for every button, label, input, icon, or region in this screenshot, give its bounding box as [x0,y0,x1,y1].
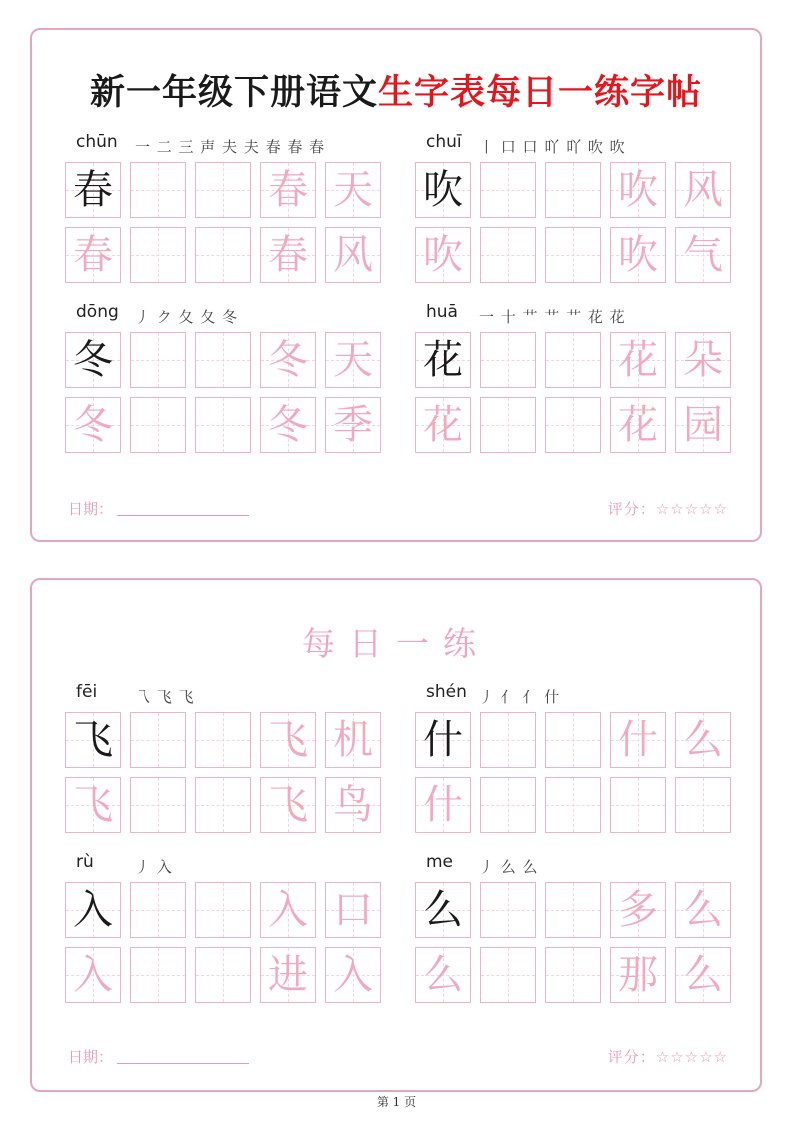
practice-row-1 [65,332,381,388]
practice-row-2 [415,227,731,283]
pinyin-label: dōng [76,302,119,322]
grid-cell[interactable] [545,882,601,938]
grid-cell-model[interactable] [65,712,121,768]
grid-cell-model[interactable] [415,712,471,768]
trace-character [481,228,535,282]
trace-character: 春 [73,232,113,278]
word-character [676,778,730,832]
trace-character: 多 [618,887,658,933]
date-underline[interactable] [117,1063,249,1064]
grid-cell[interactable] [610,947,666,1003]
char-block-dong [65,302,385,452]
grid-cell[interactable] [610,777,666,833]
trace-character [546,778,600,832]
stroke-order: 丿 么 么 [479,858,539,876]
grid-cell[interactable] [260,397,316,453]
char-block-ru [65,852,385,1002]
trace-character [546,163,600,217]
stroke-order: 丿 ク 夂 夂 冬 [135,308,239,326]
char-block-fei [65,682,385,832]
grid-cell[interactable] [675,162,731,218]
grid-cell[interactable] [675,712,731,768]
grid-cell[interactable] [480,397,536,453]
grid-cell[interactable] [480,227,536,283]
trace-character [546,713,600,767]
practice-row-2 [65,947,381,1003]
word-character: 季 [333,402,373,448]
grid-cell[interactable] [325,397,381,453]
practice-row-1 [65,712,381,768]
grid-cell[interactable] [675,227,731,283]
trace-character [131,333,185,387]
practice-row-1 [415,332,731,388]
worksheet-card-2 [30,578,762,1092]
title-red-part: 生字表每日一练字帖 [378,72,703,113]
word-character: 园 [683,402,723,448]
trace-character: 花 [618,337,658,383]
grid-cell[interactable] [325,332,381,388]
grid-cell[interactable] [325,162,381,218]
grid-cell[interactable] [480,332,536,388]
trace-character: 花 [618,402,658,448]
trace-character: 飞 [73,782,113,828]
grid-cell[interactable] [480,712,536,768]
char-block-chun [65,132,385,282]
grid-cell[interactable] [195,882,251,938]
grid-cell[interactable] [260,332,316,388]
date-underline[interactable] [117,515,249,516]
grid-cell-model[interactable] [65,332,121,388]
grid-cell[interactable] [610,397,666,453]
grid-cell[interactable] [130,712,186,768]
trace-character [481,398,535,452]
word-character: 么 [683,887,723,933]
trace-character [481,948,535,1002]
worksheet-title [32,65,760,115]
pinyin-label: shén [426,682,467,702]
grid-cell[interactable] [480,882,536,938]
grid-cell[interactable] [610,332,666,388]
score-label: 评分： [607,1048,656,1066]
trace-character: 什 [423,782,463,828]
pinyin-label: chūn [76,132,118,152]
word-character: 朵 [683,337,723,383]
trace-character: 花 [423,402,463,448]
date-field[interactable] [68,1046,249,1067]
trace-character: 冬 [268,402,308,448]
score-field [608,1046,728,1067]
grid-cell[interactable] [130,397,186,453]
grid-cell[interactable] [545,947,601,1003]
practice-row-1 [65,162,381,218]
grid-cell[interactable] [325,712,381,768]
trace-character: 吹 [618,232,658,278]
trace-character [196,398,250,452]
daily-practice-title: 每日一练 [302,624,490,663]
grid-cell[interactable] [65,947,121,1003]
grid-cell[interactable] [415,947,471,1003]
grid-cell[interactable] [545,227,601,283]
model-character: 么 [423,887,463,933]
grid-cell[interactable] [65,227,121,283]
pinyin-label: chuī [426,132,462,152]
trace-character [196,883,250,937]
grid-cell[interactable] [195,162,251,218]
trace-character [546,228,600,282]
stroke-order: 一 十 艹 艹 艹 花 花 [479,308,626,326]
trace-character [546,883,600,937]
grid-cell[interactable] [480,947,536,1003]
grid-cell[interactable] [610,712,666,768]
grid-cell[interactable] [545,332,601,388]
trace-character: 春 [268,167,308,213]
grid-cell[interactable] [130,947,186,1003]
star-rating-icons[interactable]: ☆☆☆☆☆ [655,1048,728,1066]
practice-row-2 [65,397,381,453]
model-character: 入 [73,887,113,933]
score-field [608,498,728,519]
word-character: 口 [333,887,373,933]
trace-character [131,163,185,217]
trace-character: 吹 [423,232,463,278]
trace-character: 么 [423,952,463,998]
trace-character: 什 [618,717,658,763]
grid-cell[interactable] [325,227,381,283]
grid-cell[interactable] [675,777,731,833]
grid-cell[interactable] [260,777,316,833]
grid-cell[interactable] [325,777,381,833]
trace-character [131,948,185,1002]
practice-row-2 [65,227,381,283]
grid-cell[interactable] [65,397,121,453]
grid-cell[interactable] [65,777,121,833]
practice-row-2 [415,397,731,453]
trace-character: 飞 [268,782,308,828]
char-block-hua [415,302,735,452]
trace-character [196,713,250,767]
word-character: 气 [683,232,723,278]
practice-row-2 [415,777,731,833]
char-block-chui [415,132,735,282]
trace-character [481,333,535,387]
grid-cell[interactable] [195,777,251,833]
stroke-order: 一 二 三 声 夫 夫 春 春 春 [135,138,326,156]
char-block-me [415,852,735,1002]
grid-cell[interactable] [260,162,316,218]
pinyin-label: me [426,852,454,872]
score-label: 评分： [607,500,656,518]
grid-cell[interactable] [195,397,251,453]
practice-row-2 [65,777,381,833]
grid-cell[interactable] [610,882,666,938]
grid-cell[interactable] [675,332,731,388]
trace-character [131,883,185,937]
model-character: 冬 [73,337,113,383]
stroke-order: 丿 亻 亻 什 [479,688,561,706]
model-character: 什 [423,717,463,763]
date-label: 日期： [68,500,114,518]
practice-row-1 [65,882,381,938]
trace-character [546,398,600,452]
grid-cell-model[interactable] [415,882,471,938]
trace-character [611,778,665,832]
word-character: 天 [333,337,373,383]
model-character: 花 [423,337,463,383]
trace-character: 入 [73,952,113,998]
pinyin-label: fēi [76,682,98,702]
grid-cell[interactable] [130,777,186,833]
trace-character [481,163,535,217]
stroke-order: 丿 入 [135,858,173,876]
grid-cell[interactable] [130,162,186,218]
worksheet-card-1 [30,28,762,542]
date-label: 日期： [68,1048,114,1066]
grid-cell[interactable] [325,947,381,1003]
trace-character [196,778,250,832]
title-black-part: 新一年级下册语文 [89,72,378,113]
trace-character: 冬 [268,337,308,383]
trace-character [481,713,535,767]
trace-character: 春 [268,232,308,278]
grid-cell[interactable] [545,712,601,768]
grid-cell[interactable] [195,332,251,388]
grid-cell[interactable] [545,777,601,833]
grid-cell[interactable] [545,162,601,218]
trace-character [546,948,600,1002]
grid-cell-model[interactable] [415,332,471,388]
stroke-order: 乁 飞 飞 [135,688,195,706]
grid-cell[interactable] [195,227,251,283]
trace-character: 那 [618,952,658,998]
grid-cell[interactable] [480,777,536,833]
stroke-order: 丨 口 口 吖 吖 吹 吹 [479,138,626,156]
word-character: 风 [333,232,373,278]
grid-cell[interactable] [610,162,666,218]
grid-cell[interactable] [130,882,186,938]
word-character: 天 [333,167,373,213]
grid-cell[interactable] [130,227,186,283]
pinyin-label: rù [76,852,94,872]
trace-character [196,228,250,282]
model-character: 飞 [73,717,113,763]
grid-cell[interactable] [260,227,316,283]
pinyin-label: huā [426,302,458,322]
model-character: 吹 [423,167,463,213]
grid-cell[interactable] [195,712,251,768]
grid-cell[interactable] [195,947,251,1003]
char-block-shen [415,682,735,832]
trace-character [196,163,250,217]
grid-cell[interactable] [260,882,316,938]
word-character: 风 [683,167,723,213]
trace-character [196,948,250,1002]
grid-cell[interactable] [675,882,731,938]
trace-character [131,228,185,282]
grid-cell-model[interactable] [415,162,471,218]
trace-character [131,778,185,832]
model-character: 春 [73,167,113,213]
trace-character [196,333,250,387]
grid-cell[interactable] [545,397,601,453]
grid-cell[interactable] [415,227,471,283]
star-rating-icons[interactable]: ☆☆☆☆☆ [655,500,728,518]
word-character: 么 [683,717,723,763]
trace-character [481,883,535,937]
grid-cell[interactable] [325,882,381,938]
trace-character: 入 [268,887,308,933]
trace-character [131,398,185,452]
grid-cell[interactable] [480,162,536,218]
trace-character: 吹 [618,167,658,213]
trace-character: 飞 [268,717,308,763]
trace-character [131,713,185,767]
trace-character: 进 [268,952,308,998]
grid-cell-model[interactable] [65,882,121,938]
word-character: 鸟 [333,782,373,828]
date-field[interactable] [68,498,249,519]
grid-cell[interactable] [610,227,666,283]
trace-character: 冬 [73,402,113,448]
trace-character [546,333,600,387]
word-character: 机 [333,717,373,763]
grid-cell[interactable] [415,777,471,833]
practice-row-2 [415,947,731,1003]
grid-cell[interactable] [260,947,316,1003]
word-character: 入 [333,952,373,998]
practice-row-1 [415,162,731,218]
trace-character [481,778,535,832]
grid-cell[interactable] [675,947,731,1003]
grid-cell[interactable] [415,397,471,453]
grid-cell[interactable] [260,712,316,768]
grid-cell[interactable] [675,397,731,453]
practice-row-1 [415,712,731,768]
page-number: 第 1 页 [376,1095,417,1109]
grid-cell-model[interactable] [65,162,121,218]
grid-cell[interactable] [130,332,186,388]
practice-row-1 [415,882,731,938]
word-character: 么 [683,952,723,998]
